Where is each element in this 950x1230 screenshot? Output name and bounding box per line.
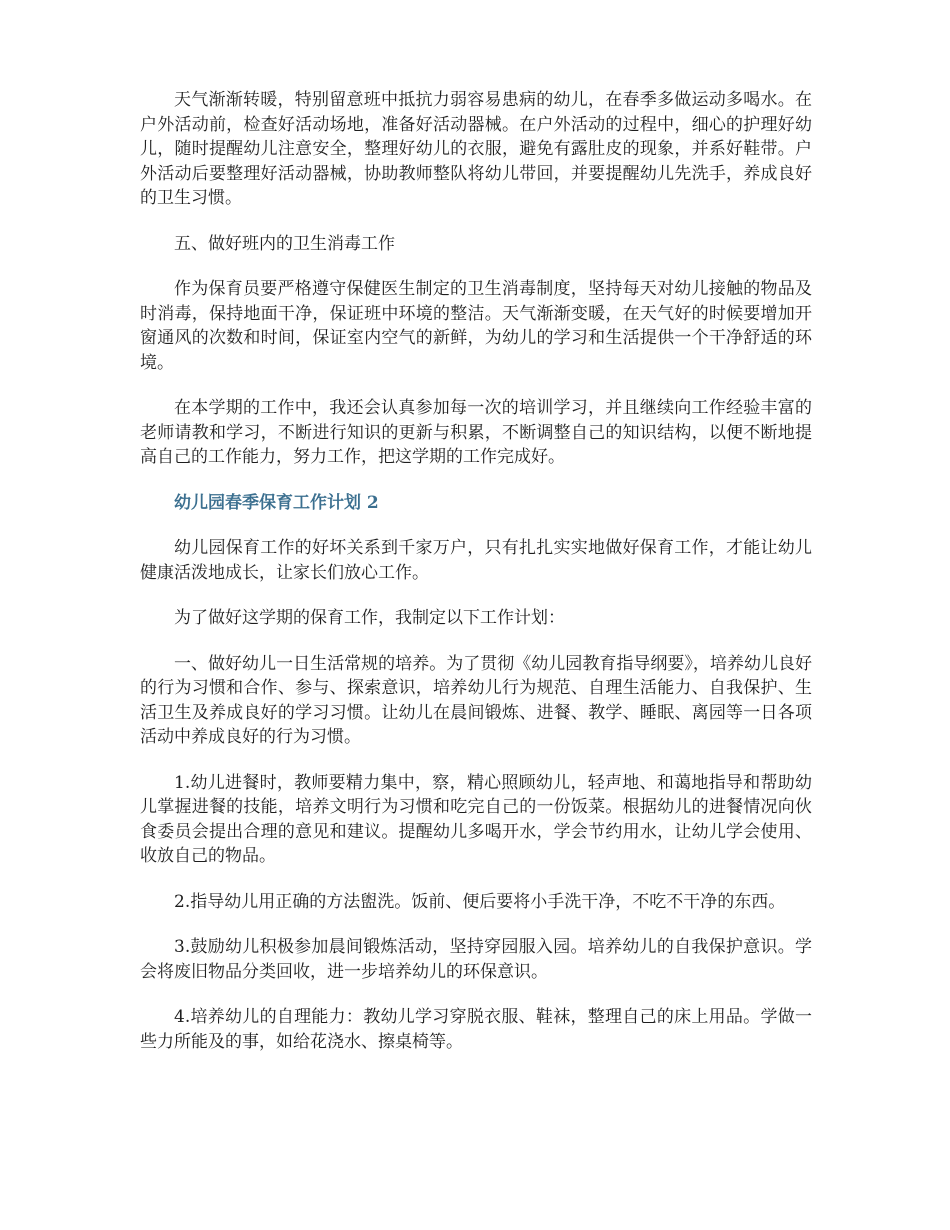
paragraph-section-five-title: 五、做好班内的卫生消毒工作 — [174, 233, 395, 254]
section-heading: 幼儿园春季保育工作计划 2 — [174, 492, 379, 513]
paragraph-plan-lead: 为了做好这学期的保育工作，我制定以下工作计划： — [174, 608, 565, 628]
paragraph-training: 在本学期的工作中，我还会认真参加每一次的培训学习，并且继续向工作经验丰富的老师请教和学习，不断进行知识的更新与积累，不断调整自己的知识结构，以便不断地提高自己的工作能力，努力工作，把这学期的工作完成好。 — [140, 398, 812, 467]
list-item-washing: 2.指导幼儿用正确的方法盥洗。饭前、便后要将小手洗干净，不吃不干净的东西。 — [174, 891, 786, 912]
document-page — [140, 88, 812, 1075]
paragraph-daily-routine: 一、做好幼儿一日生活常规的培养。为了贯彻《幼儿园教育指导纲要》，培养幼儿良好的行为习惯和合作、参与、探索意识，培养幼儿行为规范、自理生活能力、自我保护、生活卫生及养成良好的学习习惯。让幼儿在晨间锻炼、进餐、教学、睡眠、离园等一日各项活动中养成良好的行为习惯。 — [140, 653, 812, 747]
list-item-morning-exercise: 3.鼓励幼儿积极参加晨间锻炼活动，坚持穿园服入园。培养幼儿的自我保护意识。学会将废旧物品分类回收，进一步培养幼儿的环保意识。 — [140, 937, 812, 982]
list-item-self-care: 4.培养幼儿的自理能力：教幼儿学习穿脱衣服、鞋袜，整理自己的床上用品。学做一些力所能及的事，如给花浇水、擦桌椅等。 — [140, 1007, 812, 1052]
paragraph-spring-outdoor-care: 天气渐渐转暖，特别留意班中抵抗力弱容易患病的幼儿，在春季多做运动多喝水。在户外活动前，检查好活动场地，准备好活动器械。在户外活动的过程中，细心的护理好幼儿，随时提醒幼儿注意安全，整理好幼儿的衣服，避免有露肚皮的现象，并系好鞋带。户外活动后要整理好活动器械，协助教师整队将幼儿带回，并要提醒幼儿先洗手，养成良好的卫生习惯。 — [140, 90, 812, 208]
paragraph-disinfection: 作为保育员要严格遵守保健医生制定的卫生消毒制度，坚持每天对幼儿接触的物品及时消毒，保持地面干净，保证班中环境的整洁。天气渐渐变暖，在天气好的时候要增加开窗通风的次数和时间，保证室内空气的新鲜，为幼儿的学习和生活提供一个干净舒适的环境。 — [140, 279, 812, 373]
list-item-meals: 1.幼儿进餐时，教师要精力集中，察，精心照顾幼儿，轻声地、和蔼地指导和帮助幼儿掌握进餐的技能，培养文明行为习惯和吃完自己的一份饭菜。根据幼儿的进餐情况向伙食委员会提出合理的意见和建议。提醒幼儿多喝开水，学会节约用水，让幼儿学会使用、收放自己的物品。 — [140, 772, 812, 866]
paragraph-intro: 幼儿园保育工作的好坏关系到千家万户，只有扎扎实实地做好保育工作，才能让幼儿健康活泼地成长，让家长们放心工作。 — [140, 538, 812, 583]
